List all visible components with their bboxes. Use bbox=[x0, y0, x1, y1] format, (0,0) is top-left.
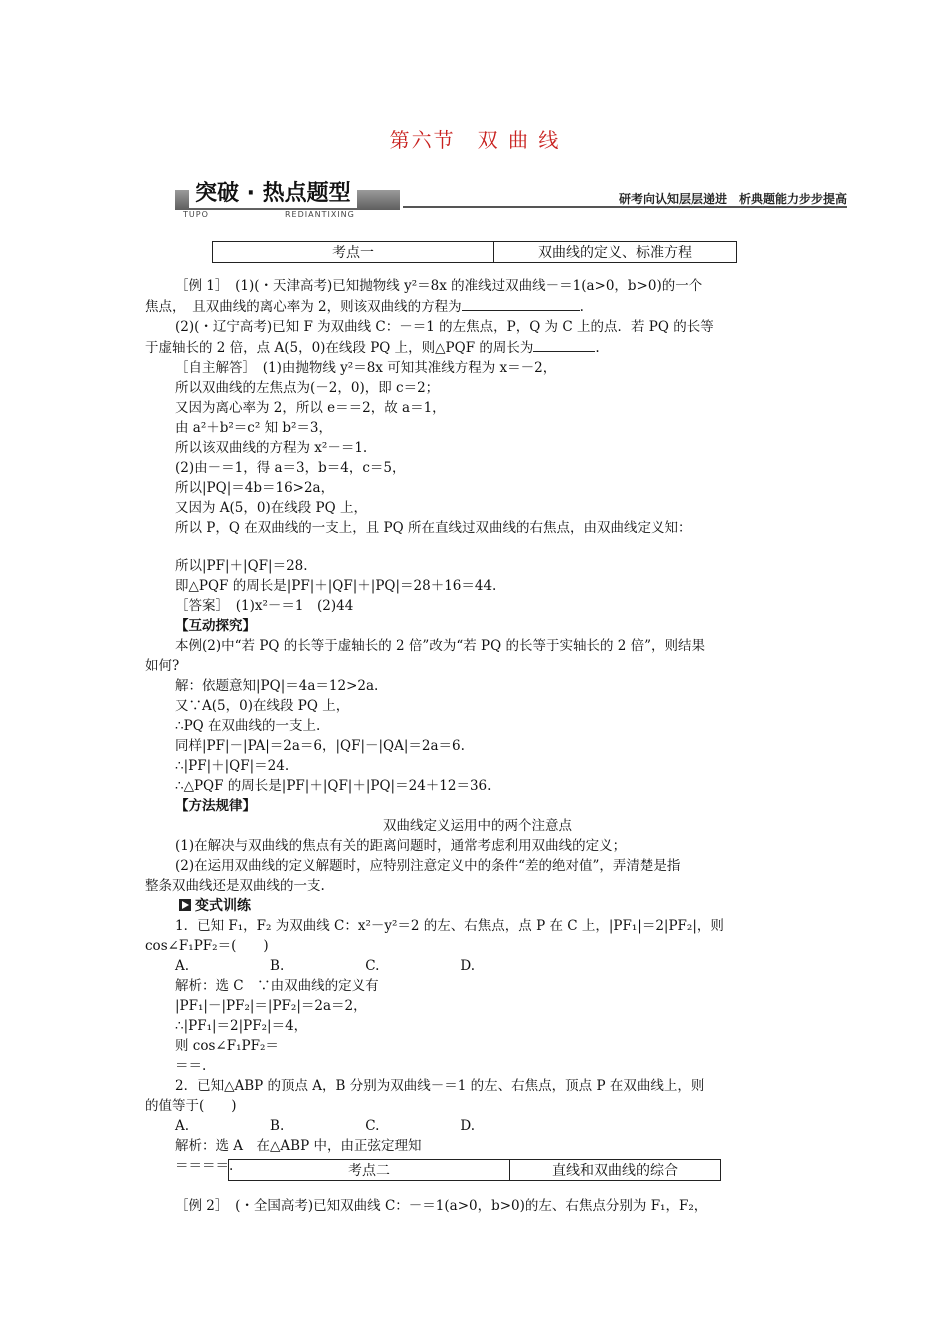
text-line: 如何? bbox=[145, 658, 180, 674]
text-line: ∴PQ 在双曲线的一支上. bbox=[175, 718, 321, 734]
text-span: . bbox=[595, 340, 600, 356]
text-line: 所以该双曲线的方程为 x²－＝1. bbox=[175, 440, 368, 456]
banner-slogan: 研考向认知层层递进 析典题能力步步提高 bbox=[618, 192, 847, 206]
text-line: 所以 P，Q 在双曲线的一支上，且 PQ 所在直线过双曲线的右焦点，由双曲线定义知： bbox=[175, 520, 692, 536]
text-line: 解析：选 A 在△ABP 中，由正弦定理知 bbox=[175, 1138, 422, 1154]
text-line: 同样|PF|－|PA|＝2a＝6，|QF|－|QA|＝2a＝6. bbox=[175, 738, 465, 754]
banner-logo bbox=[175, 180, 405, 220]
text-line: A. B. C. D. bbox=[175, 958, 476, 974]
text-line: ［自主解答］ (1)由抛物线 y²＝8x 可知其准线方程为 x＝－2， bbox=[175, 360, 557, 376]
text-line bbox=[145, 296, 810, 317]
text-line: 的值等于( ) bbox=[145, 1098, 237, 1114]
text-line: (2)由－＝1，得 a＝3，b＝4，c＝5， bbox=[175, 460, 406, 476]
text-line: 所以|PQ|＝4b＝16>2a， bbox=[175, 480, 335, 496]
text-line: (1)在解决与双曲线的焦点有关的距离问题时，通常考虑利用双曲线的定义； bbox=[175, 838, 627, 854]
banner-sub-right: REDIANTIXING bbox=[285, 210, 355, 219]
text-line: (2)(・辽宁高考)已知 F 为双曲线 C：－＝1 的左焦点，P，Q 为 C 上的点．若 PQ 的长等 bbox=[175, 319, 714, 335]
banner-sub-left: TUPO bbox=[183, 210, 209, 219]
banner-main-text: 突破 · 热点题型 bbox=[189, 180, 357, 208]
text-line: 1．已知 F₁，F₂ 为双曲线 C：x²－y²＝2 的左、右焦点，点 P 在 C 上，|PF₁|＝2|PF₂|，则 bbox=[175, 918, 724, 934]
text-span: . bbox=[579, 299, 584, 315]
text-span: 于虚轴长的 2 倍，点 A(5，0)在线段 PQ 上，则△PQF 的周长为 bbox=[145, 340, 534, 356]
text-line: 又因为 A(5，0)在线段 PQ 上， bbox=[175, 500, 367, 516]
text-line: 解析：选 C ∵由双曲线的定义有 bbox=[175, 978, 379, 994]
variant-training-heading bbox=[145, 896, 810, 916]
text-line: ∴|PF|＋|QF|＝24. bbox=[175, 758, 290, 774]
text-line: 所以|PF|＋|QF|＝28. bbox=[175, 558, 308, 574]
spacer bbox=[145, 538, 810, 556]
text-line: 由 a²＋b²＝c² 知 b²＝3， bbox=[175, 420, 333, 436]
text-line: (2)在运用双曲线的定义解题时，应特别注意定义中的条件“差的绝对值”，弄清楚是指 bbox=[175, 858, 681, 874]
text-line: 整条双曲线还是双曲线的一支. bbox=[145, 878, 325, 894]
play-icon bbox=[179, 899, 191, 911]
kaodian2-label: 考点二 bbox=[229, 1160, 510, 1181]
text-line: 又∵A(5，0)在线段 PQ 上， bbox=[175, 698, 350, 714]
text-line: 则 cos∠F₁PF₂＝ bbox=[175, 1038, 279, 1054]
text-line: ［答案］ (1)x²－＝1 (2)44 bbox=[175, 598, 354, 614]
text-line: 2．已知△ABP 的顶点 A，B 分别为双曲线－＝1 的左、右焦点，顶点 P 在双曲线上，则 bbox=[175, 1078, 705, 1094]
text-line: 又因为离心率为 2，所以 e＝＝2，故 a＝1， bbox=[175, 400, 446, 416]
text-line: ∴|PF₁|＝2|PF₂|＝4， bbox=[175, 1018, 308, 1034]
text-line: 【互动探究】 bbox=[175, 618, 256, 634]
content bbox=[145, 276, 810, 1176]
text-line: 所以双曲线的左焦点为(－2，0)，即 c＝2； bbox=[175, 380, 440, 396]
kaodian1-label: 考点一 bbox=[213, 242, 494, 263]
answer-blank bbox=[462, 296, 580, 311]
text-line: ∴△PQF 的周长是|PF|＋|QF|＋|PQ|＝24＋12＝36. bbox=[175, 778, 492, 794]
text-line: A. B. C. D. bbox=[175, 1118, 476, 1134]
banner bbox=[175, 180, 847, 220]
section-heading: 变式训练 bbox=[195, 898, 251, 914]
text-line bbox=[145, 337, 810, 358]
kaodian1-topic: 双曲线的定义、标准方程 bbox=[494, 242, 737, 263]
text-line: cos∠F₁PF₂＝( ) bbox=[145, 938, 269, 954]
text-line: |PF₁|－|PF₂|＝|PF₂|＝2a＝2， bbox=[175, 998, 367, 1014]
text-line: 即△PQF 的周长是|PF|＋|QF|＋|PQ|＝28＋16＝44. bbox=[175, 578, 497, 594]
content-bottom bbox=[145, 1196, 810, 1216]
text-span: 焦点， 且双曲线的离心率为 2，则该双曲线的方程为 bbox=[145, 299, 462, 315]
text-line: 本例(2)中“若 PQ 的长等于虚轴长的 2 倍”改为“若 PQ 的长等于实轴长的 2 倍”，则结果 bbox=[175, 638, 706, 654]
kaodian2-box bbox=[228, 1159, 721, 1181]
kaodian2-topic: 直线和双曲线的综合 bbox=[510, 1160, 721, 1181]
text-line: ［例 2］ (・全国高考)已知双曲线 C：－＝1(a>0，b>0)的左、右焦点分别为 F₁，F₂， bbox=[175, 1198, 708, 1214]
text-line: ＝＝＝＝. bbox=[175, 1158, 234, 1174]
text-line: 【方法规律】 bbox=[175, 798, 256, 814]
text-line: 双曲线定义运用中的两个注意点 bbox=[383, 818, 572, 834]
answer-blank bbox=[533, 337, 595, 352]
kaodian1-box bbox=[212, 241, 737, 263]
text-line: ［例 1］ (1)(・天津高考)已知抛物线 y²＝8x 的准线过双曲线－＝1(a>0，b>0)的一个 bbox=[175, 278, 703, 294]
section-title: 第六节 双 曲 线 bbox=[389, 128, 561, 152]
text-line: ＝＝. bbox=[175, 1058, 207, 1074]
text-line: 解：依题意知|PQ|＝4a＝12>2a. bbox=[175, 678, 379, 694]
